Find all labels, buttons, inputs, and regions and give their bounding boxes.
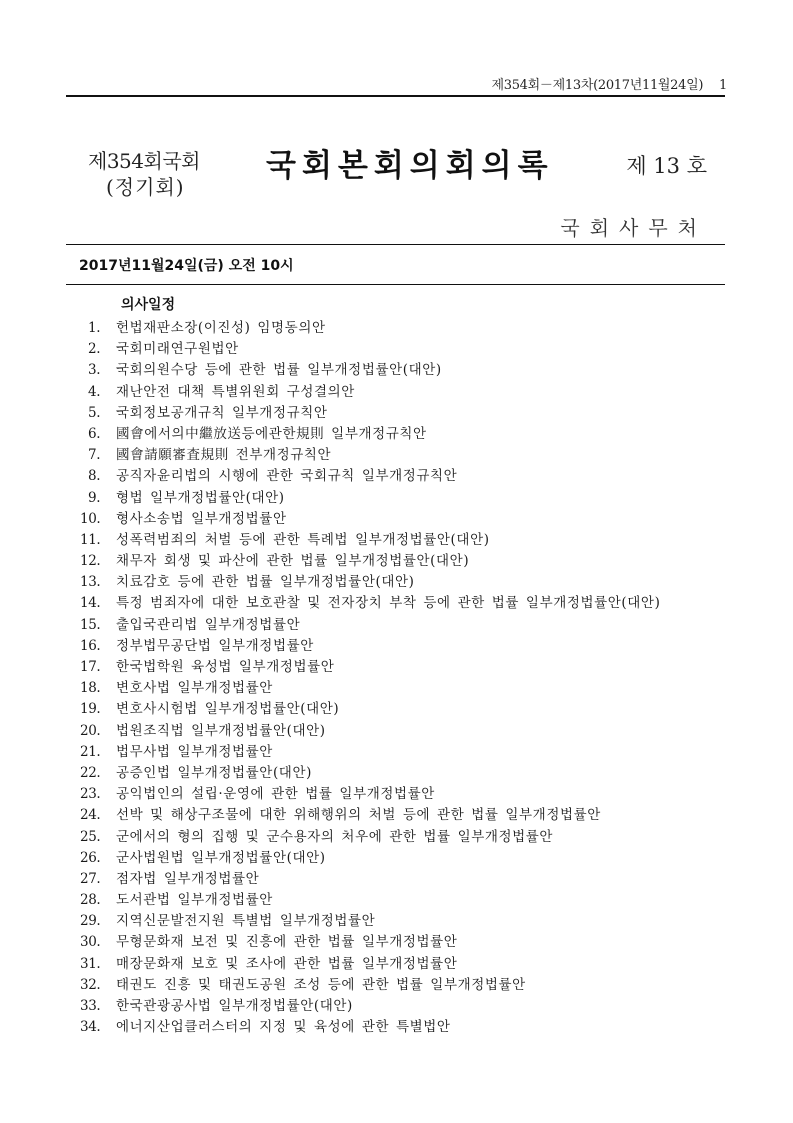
agenda-item	[80, 382, 660, 403]
agenda-item-number: 2.	[88, 341, 101, 358]
agenda-item-number: 31.	[80, 955, 101, 972]
agenda-item-text: 법원조직법 일부개정법률안(대안)	[116, 722, 326, 739]
agenda-item-text: 國會에서의中繼放送등에관한規則 일부개정규칙안	[116, 425, 427, 442]
agenda-item	[80, 890, 660, 911]
agenda-item-text: 형사소송법 일부개정법률안	[116, 510, 287, 527]
agenda-item-number: 10.	[80, 510, 101, 527]
agenda-item-number: 1.	[88, 320, 101, 336]
agenda-item	[80, 911, 660, 932]
agenda-item-text: 재난안전 대책 특별위원회 구성결의안	[116, 383, 355, 400]
agenda-item	[80, 530, 660, 551]
agenda-item-number: 23.	[80, 786, 101, 803]
agenda-item	[80, 424, 660, 445]
agenda-item-number: 20.	[80, 722, 101, 739]
agenda-item-number: 18.	[80, 680, 101, 697]
agenda-item-text: 國會請願審査規則 전부개정규칙안	[116, 447, 332, 464]
agenda-item-number: 17.	[80, 659, 101, 675]
agenda-item	[80, 678, 660, 699]
agenda-item-text: 치료감호 등에 관한 법률 일부개정법률안(대안)	[116, 574, 415, 591]
agenda-item-number: 34.	[80, 1019, 101, 1036]
agenda-item-number: 26.	[80, 849, 101, 866]
agenda-item-text: 태권도 진흥 및 태권도공원 조성 등에 관한 법률 일부개정법률안	[116, 976, 526, 993]
agenda-item	[80, 615, 660, 636]
session-line-2: (정기회)	[106, 175, 185, 199]
running-header	[491, 74, 727, 93]
agenda-item-number: 24.	[80, 807, 101, 824]
date-rule	[66, 284, 725, 285]
agenda-item	[80, 784, 660, 805]
agenda-item	[80, 657, 660, 678]
agenda-item-number: 22.	[80, 764, 101, 781]
agenda-item-text: 국회정보공개규칙 일부개정규칙안	[116, 404, 328, 421]
agenda-item-text: 도서관법 일부개정법률안	[116, 892, 273, 909]
agenda-list	[80, 318, 660, 1038]
agenda-item-number: 16.	[80, 637, 101, 654]
agenda-item-number: 13.	[80, 574, 101, 591]
agenda-item-text: 군에서의 형의 집행 및 군수용자의 처우에 관한 법률 일부개정법률안	[116, 828, 554, 845]
header-rule	[66, 95, 725, 97]
agenda-item-text: 성폭력범죄의 처벌 등에 관한 특례법 일부개정법률안(대안)	[116, 531, 490, 548]
agenda-item	[80, 848, 660, 869]
agenda-item	[80, 593, 660, 614]
agenda-item-number: 9.	[88, 489, 101, 506]
agenda-item-text: 매장문화재 보호 및 조사에 관한 법률 일부개정법률안	[116, 955, 458, 972]
agenda-item-text: 국회의원수당 등에 관한 법률 일부개정법률안(대안)	[116, 362, 442, 379]
session-label	[88, 148, 200, 200]
agenda-item-number: 19.	[80, 701, 101, 718]
agenda-item-text: 특정 범죄자에 대한 보호관찰 및 전자장치 부착 등에 관한 법률 일부개정법률안(대안)	[116, 595, 661, 612]
document-title: 국회본회의회의록	[266, 148, 554, 184]
agenda-item	[80, 763, 660, 784]
agenda-item-text: 출입국관리법 일부개정법률안	[116, 616, 301, 633]
agenda-item-text: 지역신문발전지원 특별법 일부개정법률안	[116, 913, 376, 930]
agenda-item-number: 6.	[88, 425, 101, 442]
agenda-item-number: 14.	[80, 595, 101, 612]
agenda-item	[80, 975, 660, 996]
agenda-item	[80, 445, 660, 466]
agenda-item	[80, 954, 660, 975]
agenda-item-text: 변호사법 일부개정법률안	[116, 680, 273, 697]
agenda-item-number: 30.	[80, 934, 101, 951]
agenda-item	[80, 572, 660, 593]
agenda-item-text: 국회미래연구원법안	[116, 341, 239, 358]
agenda-item-text: 선박 및 해상구조물에 대한 위해행위의 처벌 등에 관한 법률 일부개정법률안	[116, 807, 601, 824]
agenda-item	[80, 339, 660, 360]
agenda-item	[80, 509, 660, 530]
agenda-item-text: 공직자윤리법의 시행에 관한 국회규칙 일부개정규칙안	[116, 468, 458, 485]
agenda-item	[80, 827, 660, 848]
agenda-item-number: 28.	[80, 892, 101, 909]
agenda-item	[80, 932, 660, 953]
agenda-item-text: 법무사법 일부개정법률안	[116, 743, 273, 760]
agenda-item-number: 3.	[88, 362, 101, 379]
agenda-item-text: 무형문화재 보전 및 진흥에 관한 법률 일부개정법률안	[116, 934, 458, 951]
agenda-item	[80, 721, 660, 742]
page-number: 1	[719, 78, 727, 93]
issue-number: 제 13 호	[626, 154, 707, 178]
agenda-item-number: 12.	[80, 553, 101, 570]
agenda-item-text: 점자법 일부개정법률안	[116, 870, 260, 887]
agenda-item	[80, 403, 660, 424]
agenda-item-number: 21.	[80, 743, 101, 760]
agenda-item-number: 11.	[80, 531, 101, 548]
agenda-item	[80, 805, 660, 826]
agenda-item-text: 형법 일부개정법률안(대안)	[116, 489, 285, 506]
agenda-item	[80, 466, 660, 487]
agenda-item-text: 군사법원법 일부개정법률안(대안)	[116, 849, 326, 866]
masthead-rule	[66, 244, 725, 245]
agenda-item-number: 29.	[80, 913, 101, 930]
agenda-item-number: 25.	[80, 828, 101, 845]
agenda-item-number: 33.	[80, 998, 101, 1014]
agenda-item-number: 4.	[88, 383, 101, 400]
agenda-item-text: 한국법학원 육성법 일부개정법률안	[116, 659, 335, 675]
agenda-item-number: 15.	[80, 616, 101, 633]
running-head-text: 제354회－제13차(2017년11월24일)	[491, 78, 704, 93]
agenda-item-text: 채무자 회생 및 파산에 관한 법률 일부개정법률안(대안)	[116, 553, 470, 570]
agenda-item	[80, 1017, 660, 1038]
agenda-item-number: 27.	[80, 870, 101, 887]
agenda-item	[80, 360, 660, 381]
agenda-item	[80, 996, 660, 1017]
agenda-item-number: 32.	[80, 976, 101, 993]
session-line-1: 제354회국회	[88, 149, 200, 173]
meeting-datetime: 2017년11월24일(금) 오전 10시	[79, 258, 294, 274]
agenda-item-number: 7.	[88, 447, 101, 464]
agenda-item-text: 헌법재판소장(이진성) 임명동의안	[116, 320, 326, 336]
agenda-item-number: 5.	[88, 404, 101, 421]
agenda-item-text: 공증인법 일부개정법률안(대안)	[116, 764, 312, 781]
agenda-heading: 의사일정	[121, 297, 176, 313]
agenda-item-text: 공익법인의 설립·운영에 관한 법률 일부개정법률안	[116, 786, 435, 803]
agenda-item	[80, 636, 660, 657]
agenda-item-text: 정부법무공단법 일부개정법률안	[116, 637, 314, 654]
publisher: 국회사무처	[560, 216, 707, 240]
agenda-item	[80, 551, 660, 572]
agenda-item	[80, 742, 660, 763]
agenda-item-text: 에너지산업클러스터의 지정 및 육성에 관한 특별법안	[116, 1019, 451, 1036]
agenda-item	[80, 869, 660, 890]
agenda-item-text: 변호사시험법 일부개정법률안(대안)	[116, 701, 340, 718]
agenda-item	[80, 488, 660, 509]
agenda-item	[80, 318, 660, 339]
agenda-item-text: 한국관광공사법 일부개정법률안(대안)	[116, 998, 353, 1014]
agenda-item	[80, 699, 660, 720]
agenda-item-number: 8.	[88, 468, 101, 485]
